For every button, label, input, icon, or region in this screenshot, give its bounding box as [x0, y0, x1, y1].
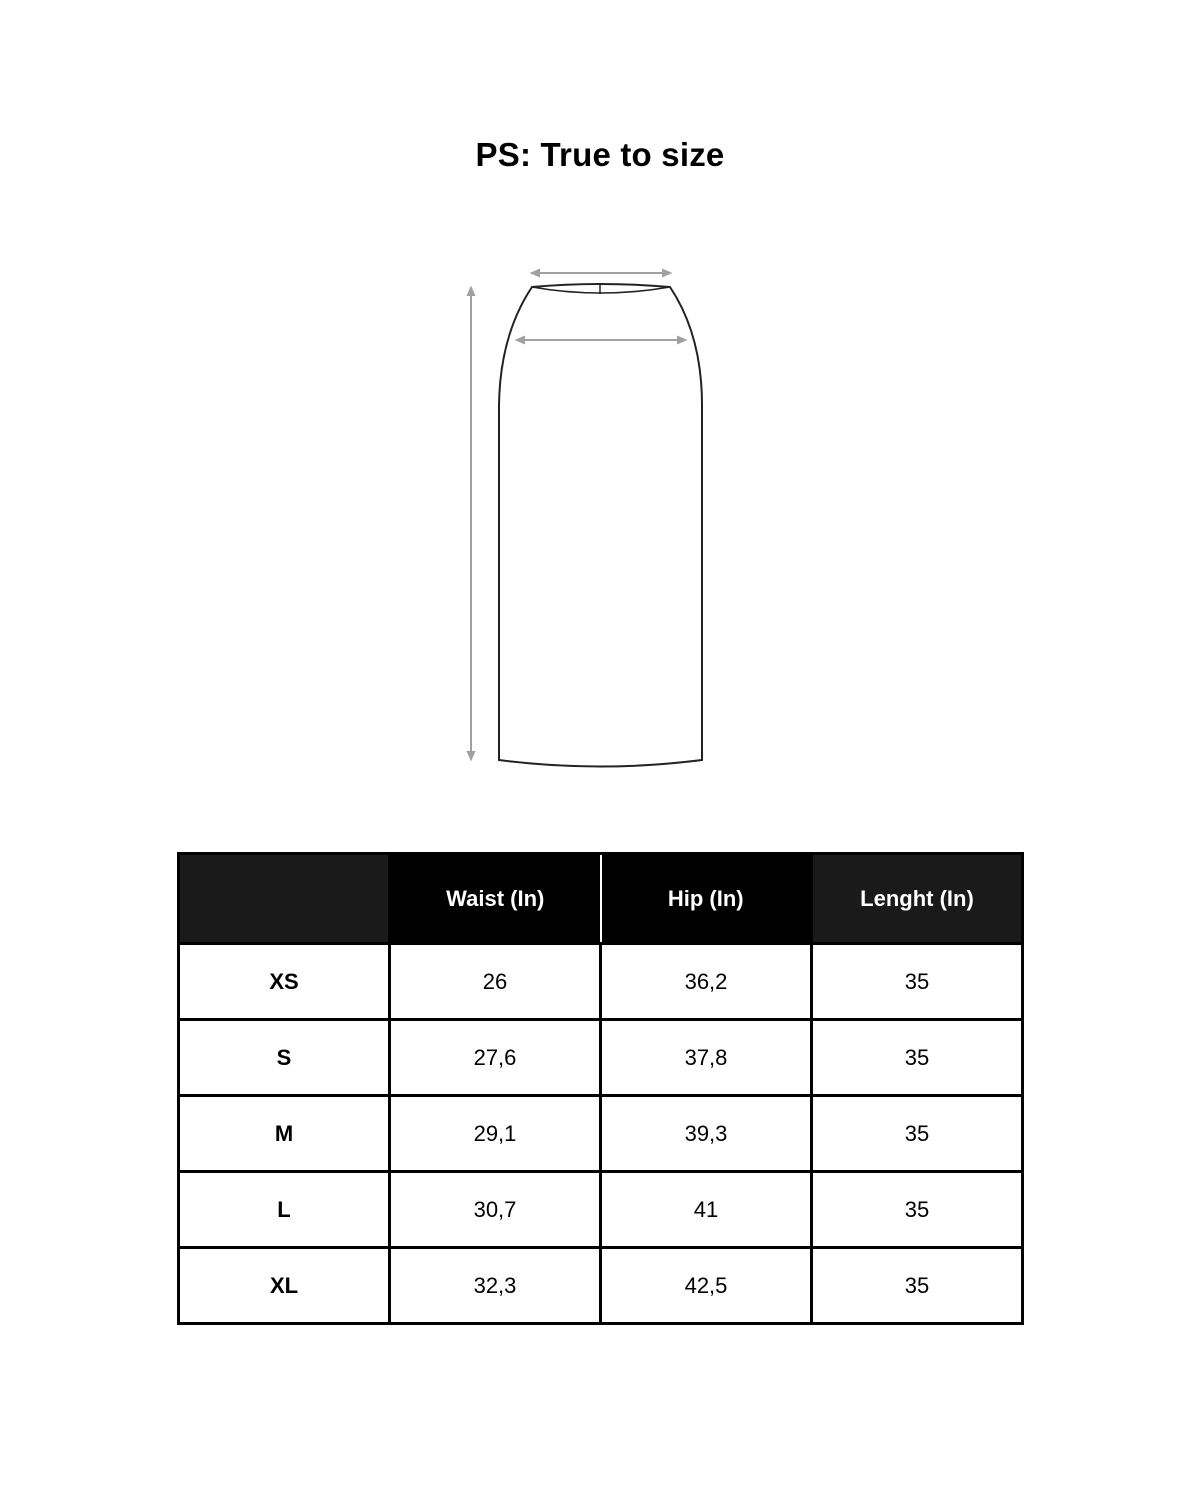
- skirt-measurement-diagram: [440, 255, 740, 785]
- table-row: [179, 944, 1023, 1020]
- hip-value: 42,5: [601, 1248, 812, 1324]
- size-label: L: [179, 1172, 390, 1248]
- waist-value: 26: [390, 944, 601, 1020]
- waist-value: 29,1: [390, 1096, 601, 1172]
- hip-measure-arrow: [517, 337, 685, 343]
- header-waist: Waist (In): [390, 854, 601, 944]
- hip-value: 36,2: [601, 944, 812, 1020]
- table-row: [179, 1248, 1023, 1324]
- waist-measure-arrow: [532, 270, 670, 276]
- length-value: 35: [812, 1020, 1023, 1096]
- size-chart-table: [177, 852, 1024, 1325]
- length-value: 35: [812, 1096, 1023, 1172]
- length-value: 35: [812, 1248, 1023, 1324]
- length-value: 35: [812, 1172, 1023, 1248]
- size-label: S: [179, 1020, 390, 1096]
- waist-value: 30,7: [390, 1172, 601, 1248]
- waist-value: 27,6: [390, 1020, 601, 1096]
- table-row: [179, 1172, 1023, 1248]
- table-row: [179, 1096, 1023, 1172]
- header-size: [179, 854, 390, 944]
- hip-value: 41: [601, 1172, 812, 1248]
- hip-value: 39,3: [601, 1096, 812, 1172]
- skirt-waistband: [532, 287, 670, 293]
- table-header-row: [179, 854, 1023, 944]
- page-title: PS: True to size: [475, 136, 725, 173]
- hip-value: 37,8: [601, 1020, 812, 1096]
- size-label: M: [179, 1096, 390, 1172]
- size-label: XS: [179, 944, 390, 1020]
- length-measure-arrow: [468, 288, 474, 759]
- size-label: XL: [179, 1248, 390, 1324]
- header-length: Lenght (In): [812, 854, 1023, 944]
- length-value: 35: [812, 944, 1023, 1020]
- table-row: [179, 1020, 1023, 1096]
- waist-value: 32,3: [390, 1248, 601, 1324]
- skirt-outline: [499, 284, 702, 767]
- header-hip: Hip (In): [601, 854, 812, 944]
